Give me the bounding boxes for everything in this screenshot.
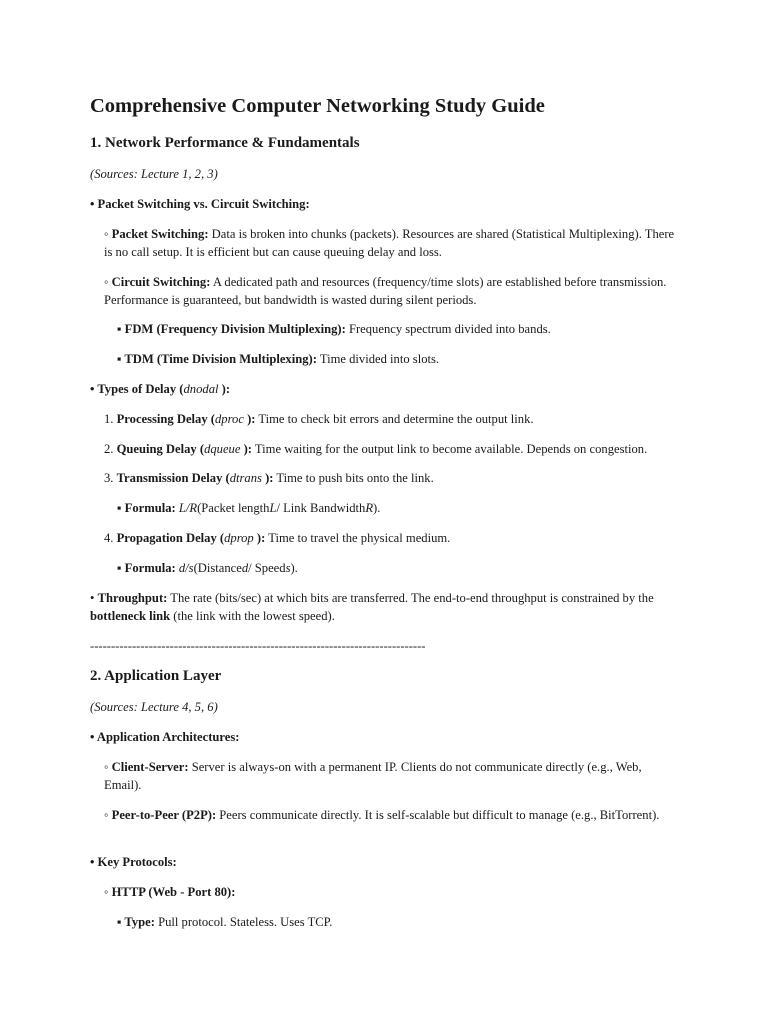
section-2-sources: (Sources: Lecture 4, 5, 6) xyxy=(90,700,218,714)
queuing-delay-text: Time waiting for the output link to become available. Depends on congestion. xyxy=(251,442,648,456)
fdm-label: FDM (Frequency Division Multiplexing): xyxy=(124,322,346,336)
tdm-label: TDM (Time Division Multiplexing): xyxy=(124,352,317,366)
formula-label: Formula: xyxy=(124,501,176,515)
section-2-heading: 2. Application Layer xyxy=(90,668,222,684)
key-protocols-heading: • Key Protocols: xyxy=(90,855,177,869)
dnodal-var: dnodal xyxy=(183,382,219,396)
processing-delay-label: Processing Delay ( xyxy=(116,412,215,426)
propagation-delay-label: Propagation Delay ( xyxy=(116,531,225,545)
formula-var: R xyxy=(365,501,374,515)
fdm-text: Frequency spectrum divided into bands. xyxy=(345,322,551,336)
circuit-switching-text: A dedicated path and resources (frequency/time slots) are established before transmission. Performance is guaranteed, but bandwidth is wasted during silent periods. xyxy=(104,275,667,307)
formula-text: ). xyxy=(373,501,381,515)
packet-switching-label: Packet Switching: xyxy=(111,227,209,241)
transmission-formula-item xyxy=(117,499,680,517)
p2p-item xyxy=(90,806,680,824)
list-number: 3. xyxy=(104,471,117,485)
hollow-bullet: ◦ xyxy=(104,885,112,899)
label-close: ): xyxy=(243,412,256,426)
transmission-delay-text: Time to push bits onto the link. xyxy=(273,471,434,485)
throughput-item xyxy=(90,589,680,625)
transmission-delay-label: Transmission Delay ( xyxy=(116,471,230,485)
formula-var: s xyxy=(285,561,291,575)
circuit-switching-label: Circuit Switching: xyxy=(111,275,211,289)
hollow-bullet: ◦ xyxy=(104,760,112,774)
label-close: ): xyxy=(261,471,274,485)
p2p-text: Peers communicate directly. It is self-scalable but difficult to manage (e.g., BitTorrent). xyxy=(216,808,660,822)
list-number: 4. xyxy=(104,531,117,545)
formula-text: (Packet length xyxy=(197,501,270,515)
types-of-delay-heading xyxy=(90,380,680,398)
list-number: 1. xyxy=(104,412,117,426)
formula-label: Formula: xyxy=(124,561,176,575)
http-label: HTTP (Web - Port 80): xyxy=(111,885,236,899)
processing-delay-item xyxy=(90,410,680,428)
section-1-heading: 1. Network Performance & Fundamentals xyxy=(90,135,360,151)
square-bullet: ▪ xyxy=(117,352,125,366)
dtrans-var: dtrans xyxy=(229,471,262,485)
propagation-delay-text: Time to travel the physical medium. xyxy=(265,531,451,545)
packet-switching-item xyxy=(90,225,680,261)
queuing-delay-item xyxy=(90,440,680,458)
square-bullet: ▪ xyxy=(117,561,125,575)
throughput-label: Throughput: xyxy=(97,591,168,605)
doc-title: Comprehensive Computer Networking Study Guide xyxy=(90,95,545,117)
dqueue-var: dqueue xyxy=(204,442,241,456)
bottleneck-link-term: bottleneck link xyxy=(90,609,171,623)
list-number: 2. xyxy=(104,442,117,456)
packet-switching-text: Data is broken into chunks (packets). Resources are shared (Statistical Multiplexing). There is no call setup. It is efficient but can cause queuing delay and loss. xyxy=(104,227,675,259)
http-item xyxy=(90,883,680,901)
formula-text: / Link Bandwidth xyxy=(276,501,366,515)
formula-expression: d/s xyxy=(178,561,194,575)
circuit-switching-item xyxy=(90,273,680,309)
client-server-label: Client-Server: xyxy=(111,760,189,774)
formula-text: ). xyxy=(290,561,298,575)
square-bullet: ▪ xyxy=(117,501,125,515)
throughput-text: The rate (bits/sec) at which bits are transferred. The end-to-end throughput is constrained by the xyxy=(167,591,654,605)
formula-var: d xyxy=(241,561,249,575)
formula-expression: L/R xyxy=(178,501,198,515)
client-server-text: Server is always-on with a permanent IP. Clients do not communicate directly (e.g., Web, Email). xyxy=(104,760,642,792)
tdm-text: Time divided into slots. xyxy=(316,352,440,366)
label-close: ): xyxy=(253,531,266,545)
delay-heading-prefix: • Types of Delay ( xyxy=(90,382,184,396)
tdm-item xyxy=(117,350,680,368)
processing-delay-text: Time to check bit errors and determine the output link. xyxy=(255,412,534,426)
type-text: Pull protocol. Stateless. Uses TCP. xyxy=(154,915,333,929)
propagation-delay-item xyxy=(90,529,680,547)
formula-text: (Distance xyxy=(193,561,242,575)
delay-heading-suffix: ): xyxy=(218,382,231,396)
label-close: ): xyxy=(240,442,252,456)
type-label: Type: xyxy=(124,915,155,929)
formula-text: / Speed xyxy=(248,561,286,575)
transmission-delay-item xyxy=(90,469,680,487)
client-server-item xyxy=(90,758,680,794)
queuing-delay-label: Queuing Delay ( xyxy=(116,442,205,456)
http-type-item xyxy=(117,913,680,931)
dproc-var: dproc xyxy=(215,412,244,426)
ps-vs-cs-heading: • Packet Switching vs. Circuit Switching: xyxy=(90,197,310,211)
hollow-bullet: ◦ xyxy=(104,275,112,289)
formula-var: L xyxy=(269,501,277,515)
section-divider: -------------------------------------------------------------------------------- xyxy=(90,639,426,653)
section-1-sources: (Sources: Lecture 1, 2, 3) xyxy=(90,167,218,181)
fdm-item xyxy=(117,320,680,338)
p2p-label: Peer-to-Peer (P2P): xyxy=(111,808,217,822)
square-bullet: ▪ xyxy=(117,322,125,336)
dprop-var: dprop xyxy=(224,531,254,545)
throughput-text-end: (the link with the lowest speed). xyxy=(170,609,335,623)
square-bullet: ▪ xyxy=(117,915,125,929)
propagation-formula-item xyxy=(117,559,680,577)
app-architectures-heading: • Application Architectures: xyxy=(90,730,240,744)
hollow-bullet: ◦ xyxy=(104,808,112,822)
hollow-bullet: ◦ xyxy=(104,227,112,241)
bullet: • xyxy=(90,591,98,605)
